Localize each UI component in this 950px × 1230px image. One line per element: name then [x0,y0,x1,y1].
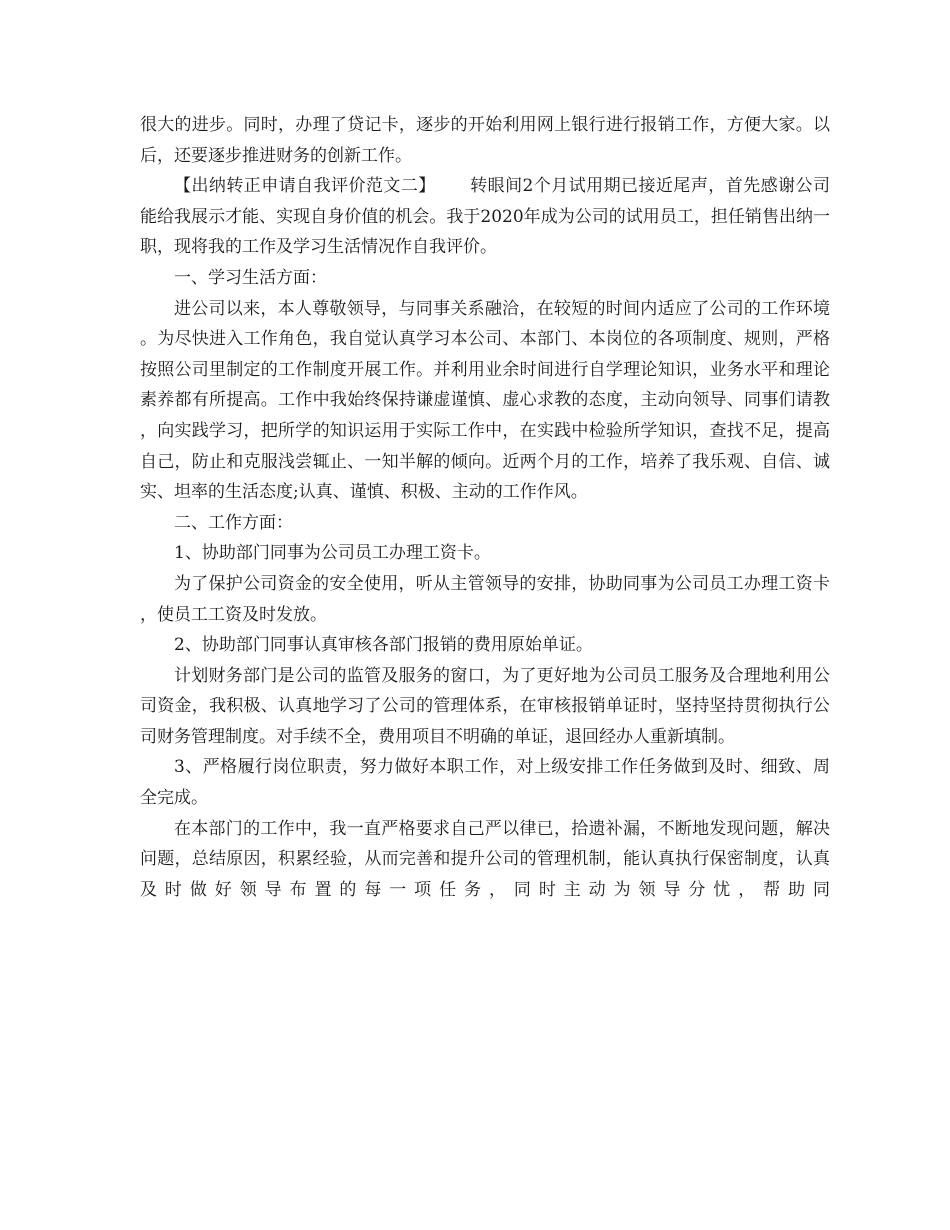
heading-item-2: 2、协助部门同事认真审核各部门报销的费用原始单证。 [174,635,593,656]
document-body [140,110,830,905]
paragraph-item-1: 为了保护公司资金的安全使用，听从主管领导的安排，协助同事为公司员工办理工资卡，使员工工资及时发放。 [140,573,830,625]
heading-item-3: 3、严格履行岗位职责，努力做好本职工作，对上级安排工作任务做到及时、细致、周全完成。 [140,757,830,809]
heading-study-life: 一、学习生活方面： [174,267,327,288]
heading-item-1: 1、协助部门同事为公司员工办理工资卡。 [174,543,491,564]
paragraph-intro-continued: 很大的进步。同时，办理了贷记卡，逐步的开始利用网上银行进行报销工作，方便大家。以后，还要逐步推进财务的创新工作。 [140,115,830,166]
paragraph-item-2: 计划财务部门是公司的监管及服务的窗口，为了更好地为公司员工服务及合理地利用公司资金，我积极、认真地学习了公司的管理体系，在审核报销单证时，坚持坚持贯彻执行公司财务管理制度。对手续不全，费用项目不明确的单证，退回经办人重新填制。 [140,665,830,747]
paragraph-study-life: 进公司以来，本人尊敬领导，与同事关系融洽，在较短的时间内适应了公司的工作环境。为尽快进入工作角色，我自觉认真学习本公司、本部门、本岗位的各项制度、规则，严格按照公司里制定的工作制度开展工作。并利用业余时间进行自学理论知识，业务水平和理论素养都有所提高。工作中我始终保持谦虚谨慎、虚心求教的态度，主动向领导、同事们请教，向实践学习，把所学的知识运用于实际工作中，在实践中检验所学知识，查找不足，提高自己，防止和克服浅尝辄止、一知半解的倾向。近两个月的工作，培养了我乐观、自信、诚实、坦率的生活态度;认真、谨慎、积极、主动的工作作风。 [140,298,830,503]
paragraph-sample-two [140,171,830,263]
paragraph-text: 转眼间2个月试用期已接近尾声，首先感谢公司能给我展示才能、实现自身价值的机会。我于2020年成为公司的试用员工，担任销售出纳一职，现将我的工作及学习生活情况作自我评价。 [140,176,830,258]
heading-work: 二、工作方面： [174,512,293,533]
section-title: 【出纳转正申请自我评价范文二】 [174,176,436,197]
paragraph-item-3: 在本部门的工作中，我一直严格要求自己严以律已，拾遗补漏，不断地发现问题，解决问题，总结原因，积累经验，从而完善和提升公司的管理机制，能认真执行保密制度，认真及时做好领导布置的每一项任务，同时主动为领导分忧，帮助同 [140,818,830,900]
